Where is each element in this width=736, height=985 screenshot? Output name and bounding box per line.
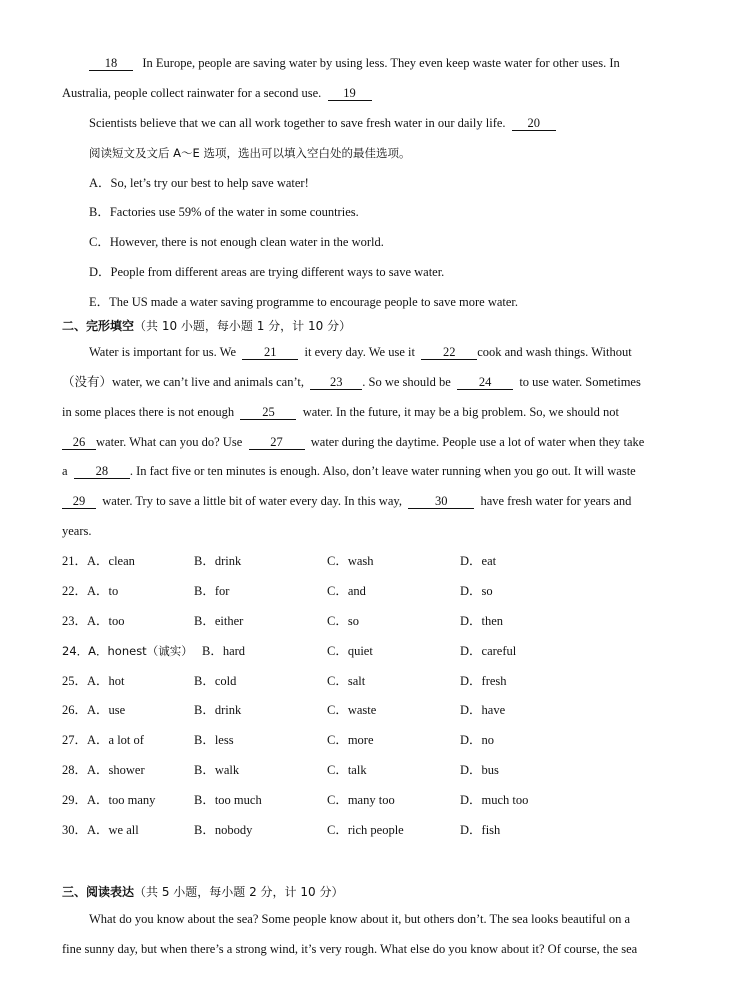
option-b: B．walk [194,763,240,777]
blank-23: 23 [310,375,362,390]
option-d: D．fresh [460,674,507,688]
option-a: 25．A．hot [62,674,125,688]
passage-text: Australia, people collect rainwater for a second use. [62,86,322,100]
option-d: D．careful [460,644,517,658]
question-21 [62,553,682,569]
question-30 [62,822,682,838]
question-27 [62,732,682,748]
passage-text: a [62,464,68,478]
option-b: B．less [194,733,234,747]
passage-line [89,115,709,131]
passage-line [62,493,682,509]
section-subtitle: （共 10 小题，每小题 1 分，计 10 分） [134,319,352,333]
option-b: B．for [194,584,230,598]
option-d: D．no [460,733,495,747]
option-d: D．People from different areas are trying different ways to save water. [89,265,445,279]
passage-text: water. What can you do? Use [96,435,243,449]
option-a: 30．A．we all [62,823,139,837]
option-c: C．many too [327,793,395,807]
option-d: D．then [460,614,504,628]
option-c: C．so [327,614,359,628]
blank-27: 27 [249,435,305,450]
blank-25: 25 [240,405,296,420]
passage-text: water. Try to save a little bit of water every day. In this way, [102,494,402,508]
passage-text: water during the daytime. People use a lot of water when they take [310,435,645,449]
option-d: D．fish [460,823,501,837]
blank-29: 29 [62,494,96,509]
question-25 [62,673,682,689]
question-24 [62,643,682,659]
option-a: 26．A．use [62,703,126,717]
option-c: C．rich people [327,823,404,837]
passage-text: cook and wash things. Without [477,345,632,359]
option-a: 23．A．too [62,614,125,628]
blank-26: 26 [62,435,96,450]
option-a: 29．A．too many [62,793,156,807]
option-b: B．drink [194,554,242,568]
passage-line [89,55,709,71]
passage-text: in some places there is not enough [62,405,235,419]
option-b: B．nobody [194,823,253,837]
passage-line: fine sunny day, but when there’s a strong wind, it’s very rough. What else do you know about it? Of course, the sea [62,942,638,956]
passage-text: it every day. We use it [304,345,415,359]
passage-line: What do you know about the sea? Some people know about it, but others don’t. The sea looks beautiful on a [89,912,631,926]
section-heading [62,318,682,334]
option-d: D．eat [460,554,497,568]
option-c: C．talk [327,763,367,777]
section-title: 二、完形填空 [62,319,135,333]
option-a: 21．A．clean [62,554,135,568]
passage-line [89,344,709,360]
blank-28: 28 [74,464,130,479]
blank-24: 24 [457,375,513,390]
blank-22: 22 [421,345,477,360]
option-d: D．much too [460,793,529,807]
option-c: C．waste [327,703,377,717]
passage-line [62,463,682,479]
option-b: B．cold [194,674,237,688]
option-b: B．hard [202,644,246,658]
blank-30: 30 [408,494,474,509]
option-d: D．bus [460,763,499,777]
passage-text: Scientists believe that we can all work together to save fresh water in our daily life. [89,116,506,130]
blank-20: 20 [512,116,556,131]
option-a: 22．A．to [62,584,119,598]
passage-text: In Europe, people are saving water by using less. They even keep waste water for other uses. In [142,56,620,70]
option-c: C．wash [327,554,374,568]
question-26 [62,702,682,718]
passage-line [62,434,682,450]
passage-line [62,523,682,539]
option-b: B．drink [194,703,242,717]
blank-19: 19 [328,86,372,101]
passage-text: （没有）water, we can’t live and animals can’t, [62,375,305,389]
blank-18: 18 [89,56,133,71]
option-c: C．and [327,584,366,598]
passage-text: have fresh water for years and [480,494,632,508]
section-subtitle: （共 5 小题，每小题 2 分，计 10 分） [134,885,344,899]
passage-text: . In fact five or ten minutes is enough. Also, don’t leave water running when you go out. It will waste [129,464,636,478]
passage-text: . So we should be [362,375,451,389]
instruction: 阅读短文及文后 A～E 选项，选出可以填入空白处的最佳选项。 [89,146,411,160]
passage-line [62,374,682,390]
passage-text: water. In the future, it may be a big problem. So, we should not [302,405,619,419]
option-a: 28．A．shower [62,763,145,777]
option-a: 24．A．honest（诚实） [62,644,193,658]
question-23 [62,613,682,629]
option-b: B．too much [194,793,262,807]
section-heading [62,884,682,900]
section-title: 三、阅读表达 [62,885,135,899]
option-a: 27．A．a lot of [62,733,144,747]
option-c: C．more [327,733,374,747]
option-a: A．So, let’s try our best to help save water! [89,176,309,190]
option-e: E．The US made a water saving programme to encourage people to save more water. [89,295,519,309]
option-c: C．However, there is not enough clean water in the world. [89,235,384,249]
option-c: C．quiet [327,644,373,658]
question-29 [62,792,682,808]
option-c: C．salt [327,674,366,688]
question-22 [62,583,682,599]
question-28 [62,762,682,778]
option-d: D．so [460,584,493,598]
passage-line [62,404,682,420]
blank-21: 21 [242,345,298,360]
passage-line [62,85,682,101]
passage-text: Water is important for us. We [89,345,237,359]
option-b: B．Factories use 59% of the water in some countries. [89,205,359,219]
passage-text: years. [62,524,92,538]
passage-text: to use water. Sometimes [519,375,641,389]
option-d: D．have [460,703,506,717]
option-b: B．either [194,614,244,628]
